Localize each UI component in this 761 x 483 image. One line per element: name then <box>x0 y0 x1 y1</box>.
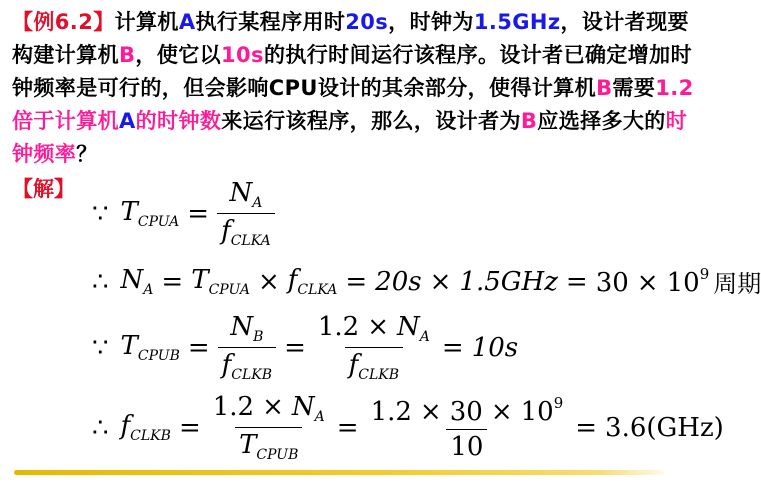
equals-sign: = <box>187 332 210 363</box>
eq3-result: 10s <box>471 332 519 363</box>
time-a-value: 20s <box>345 10 389 34</box>
eq2-result: $30 \times 10^9$ <box>595 265 710 298</box>
therefore-symbol: ∴ <box>92 266 109 297</box>
eq4-fraction-2: $\frac{1.2 \times 30 \times 10^9}{10}$ <box>370 393 564 462</box>
equals-sign: = <box>575 412 598 443</box>
eq2-f-term: $f_{CLKA}$ <box>287 265 338 298</box>
equals-sign: = <box>345 266 368 297</box>
time-b-value: 10s <box>221 43 264 67</box>
equals-sign: = <box>161 266 184 297</box>
equation-2 <box>92 264 761 299</box>
machine-b-label: B <box>596 76 613 100</box>
eq2-value-2: 1.5GHz <box>459 266 558 297</box>
because-symbol: ∵ <box>92 198 109 229</box>
machine-a-label: A <box>119 109 136 133</box>
problem-text: 的执行时间运行该程序。设计者已确定增加时钟频率是可行的，但会影响CPU设计的其余部分，使得计算机 <box>12 43 692 100</box>
clock-count-phrase: 的时钟数 <box>135 109 222 133</box>
example-tag: 【例6.2】 <box>12 10 115 34</box>
problem-text: 计算机 <box>114 10 179 34</box>
machine-a-label: A <box>178 10 196 34</box>
problem-text: 需要 <box>612 76 656 100</box>
clock-a-value: 1.5GHz <box>473 10 561 34</box>
eq4-lhs: $f_{CLKB}$ <box>120 411 171 444</box>
times-sign: × <box>429 266 452 297</box>
equals-sign: = <box>284 332 306 363</box>
problem-text: ，设计者现要构建计算机 <box>12 10 689 67</box>
decorative-divider <box>14 470 664 475</box>
equals-sign: = <box>178 412 201 443</box>
eq4-result: 3.6(GHz) <box>605 412 724 443</box>
eq3-fraction-2: $\frac{1.2 \times N_A}{f_{CLKB}}$ <box>317 312 430 383</box>
solution-label: 【解】 <box>12 177 75 201</box>
equals-sign: = <box>565 266 588 297</box>
problem-text: ？ <box>76 142 98 166</box>
equals-sign: = <box>441 332 464 363</box>
problem-text: 执行某程序用时 <box>195 10 346 34</box>
equation-4 <box>92 392 724 463</box>
eq2-lhs: $N_A$ <box>120 265 154 298</box>
problem-text: ，时钟为 <box>388 10 474 34</box>
equals-sign: = <box>336 412 359 443</box>
eq2-unit: 周期 <box>713 270 761 298</box>
problem-text: ，使它以 <box>135 43 222 67</box>
machine-b-label: B <box>520 109 538 133</box>
machine-b-label: B <box>119 43 136 67</box>
eq1-fraction: $\frac{N_A}{f_{CLKA}}$ <box>217 178 275 249</box>
problem-statement <box>12 6 700 171</box>
target-phrase: 时钟频率 <box>12 109 688 166</box>
therefore-symbol: ∴ <box>92 412 109 443</box>
problem-text: 来运行该程序，那么，设计者为 <box>221 109 521 133</box>
eq3-fraction-1: $\frac{N_B}{f_{CLKB}}$ <box>218 312 276 383</box>
problem-text: 应选择多大的 <box>537 109 666 133</box>
eq1-lhs: $T_{CPUA}$ <box>120 197 180 230</box>
eq2-t-term: $T_{CPUA}$ <box>191 265 250 298</box>
equation-1 <box>92 178 275 249</box>
eq2-value-1: 20s <box>375 266 422 297</box>
eq3-lhs: $T_{CPUB}$ <box>120 331 180 364</box>
because-symbol: ∵ <box>92 332 109 363</box>
times-sign: × <box>257 266 280 297</box>
equals-sign: = <box>187 198 210 229</box>
factor-phrase: 1.2倍于计算机 <box>12 76 694 133</box>
eq4-fraction-1: $\frac{1.2 \times N_A}{T_{CPUB}}$ <box>212 392 325 463</box>
equation-3 <box>92 312 518 383</box>
